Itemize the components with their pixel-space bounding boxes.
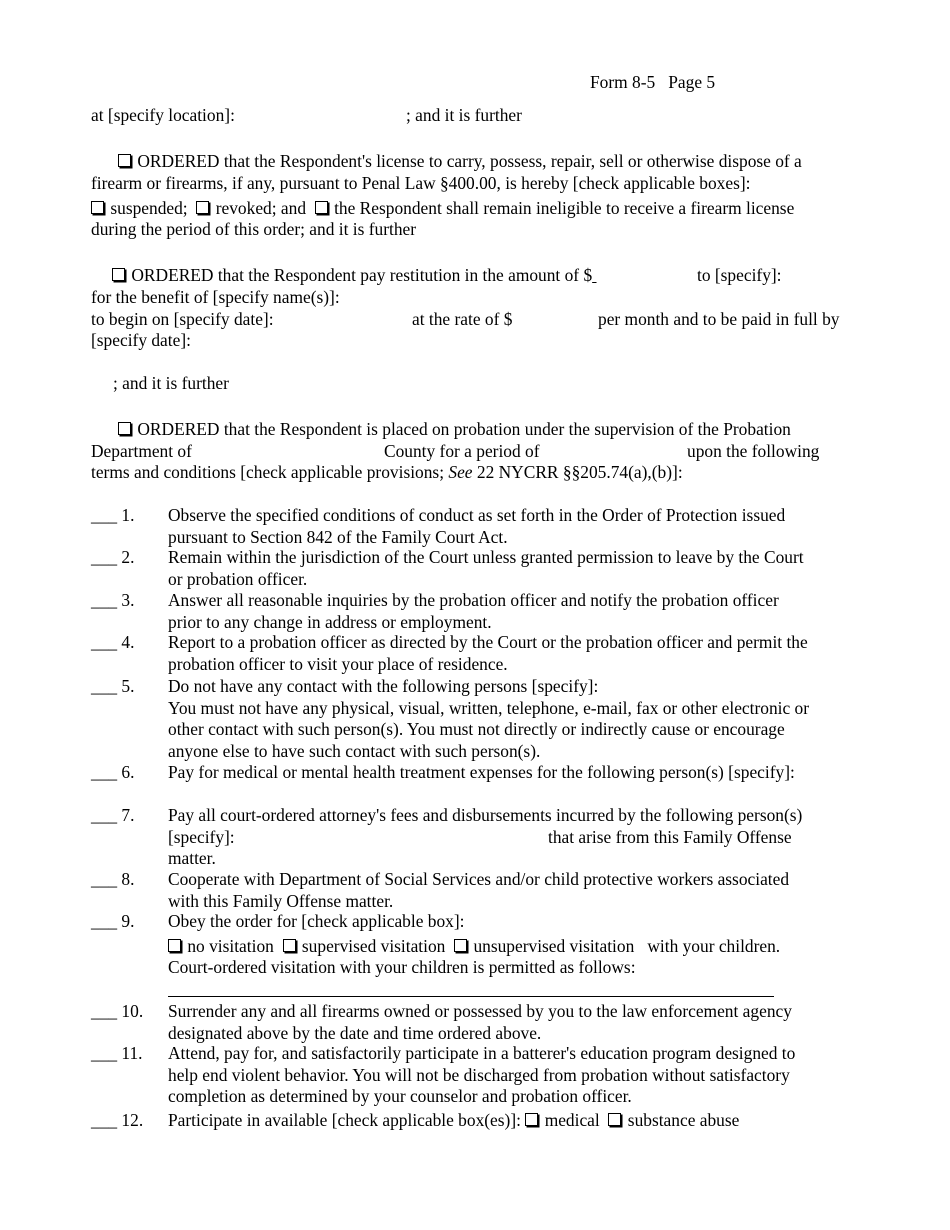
license-line-4: during the period of this order; and it is further: [91, 219, 417, 239]
restitution-begin-date: to begin on [specify date]:: [91, 309, 274, 329]
condition-item-11: ___ 11. Attend, pay for, and satisfactorily participate in a batterer's education program designed to help end violent behavior. You will not be discharged from probation without satisfactory completion as determined by your counselor and probation officer.: [91, 1043, 796, 1106]
condition-item-8: ___ 8. Cooperate with Department of Social Services and/or child protective workers associated with this Family Offense matter.: [91, 869, 790, 911]
restitution-to-specify: to [specify]:: [697, 265, 782, 285]
probation-checkbox[interactable]: [118, 422, 131, 435]
license-options: [91, 198, 794, 220]
condition-number[interactable]: ___ 4.: [91, 632, 135, 652]
restitution-checkbox[interactable]: [112, 268, 125, 281]
location-label: at [specify location]:: [91, 105, 235, 125]
condition-item-1: ___ 1. Observe the specified conditions of conduct as set forth in the Order of Protection issued pursuant to Section 842 of the Family Court Act.: [91, 505, 786, 547]
visitation-options: no visitation supervised visitation unsupervised visitation with your children.: [168, 936, 871, 958]
revoked-checkbox[interactable]: [196, 201, 209, 214]
no-visitation-checkbox[interactable]: [168, 939, 181, 952]
condition-number[interactable]: ___ 9.: [91, 911, 135, 931]
page-header: [590, 72, 715, 94]
restitution-end-date: [specify date]:: [91, 330, 191, 350]
condition-number[interactable]: ___ 1.: [91, 505, 135, 525]
license-line-1: ORDERED that the Respondent's license to carry, possess, repair, sell or otherwise dispose of a: [118, 151, 802, 173]
condition-number[interactable]: ___ 8.: [91, 869, 135, 889]
condition-number[interactable]: ___ 6.: [91, 762, 135, 782]
page-number: Page 5: [668, 72, 716, 92]
condition-item-7: ___ 7. Pay all court-ordered attorney's fees and disbursements incurred by the following person(s) [specify]: that arise from this Family Offense matter.: [91, 805, 803, 868]
supervised-visitation-checkbox[interactable]: [283, 939, 296, 952]
restitution-per-month: per month and to be paid in full by: [598, 309, 840, 329]
condition-item-4: ___ 4. Report to a probation officer as directed by the Court or the probation officer and permit the probation officer to visit your place of residence.: [91, 632, 808, 674]
ineligible-checkbox[interactable]: [315, 201, 328, 214]
unsupervised-visitation-checkbox[interactable]: [454, 939, 467, 952]
condition-number[interactable]: ___ 10.: [91, 1001, 144, 1021]
condition-number[interactable]: ___ 11.: [91, 1043, 143, 1063]
condition-item-5: ___ 5. Do not have any contact with the following persons [specify]: You must not have any physical, visual, written, telephone, e-mail, fax or other electronic or other contact with such person(s). You must not directly or indirectly cause or encourage anyone else to have such contact with such person(s).: [91, 676, 810, 761]
condition-item-12: ___ 12. Participate in available [check applicable box(es)]: medical substance abuse: [91, 1110, 740, 1130]
probation-county-period: County for a period of: [384, 441, 540, 461]
medical-checkbox[interactable]: [525, 1113, 538, 1126]
form-number: Form 8-5: [590, 72, 656, 92]
ineligible-label: the Respondent shall remain ineligible to receive a firearm license: [334, 198, 795, 218]
probation-department: Department of: [91, 441, 192, 461]
condition-number[interactable]: ___ 3.: [91, 590, 135, 610]
restitution-beneficiary: for the benefit of [specify name(s)]:: [91, 287, 340, 307]
license-line-2: firearm or firearms, if any, pursuant to Penal Law §400.00, is hereby [check applicable boxes]:: [91, 173, 751, 193]
location-tail: ; and it is further: [406, 105, 522, 125]
probation-line-1: ORDERED that the Respondent is placed on probation under the supervision of the Probation: [118, 419, 791, 441]
suspended-label: suspended;: [110, 198, 188, 218]
license-ordered-checkbox[interactable]: [118, 154, 131, 167]
condition-item-9: ___ 9. Obey the order for [check applicable box]: no visitation supervised visitation unsupervised visitation with your children. Court-ordered visitation with your children is permitted as follows:: [91, 911, 871, 979]
condition-number[interactable]: ___ 5.: [91, 676, 135, 696]
restitution-line-1: ORDERED that the Respondent pay restitution in the amount of $: [112, 265, 597, 287]
condition-number[interactable]: ___ 2.: [91, 547, 135, 567]
probation-terms: terms and conditions [check applicable provisions; See 22 NYCRR §§205.74(a),(b)]:: [91, 462, 683, 482]
condition-item-10: ___ 10. Surrender any and all firearms owned or possessed by you to the law enforcement agency designated above by the date and time ordered above.: [91, 1001, 792, 1043]
suspended-checkbox[interactable]: [91, 201, 104, 214]
restitution-rate: at the rate of $: [412, 309, 513, 329]
probation-following: upon the following: [687, 441, 820, 461]
visitation-fill-line[interactable]: [168, 996, 774, 997]
condition-number[interactable]: ___ 12.: [91, 1110, 144, 1130]
condition-number[interactable]: ___ 7.: [91, 805, 135, 825]
condition-item-2: ___ 2. Remain within the jurisdiction of the Court unless granted permission to leave by the Court or probation officer.: [91, 547, 804, 589]
condition-item-3: ___ 3. Answer all reasonable inquiries by the probation officer and notify the probation officer prior to any change in address or employment.: [91, 590, 779, 632]
condition-item-6: ___ 6. Pay for medical or mental health treatment expenses for the following person(s) [specify]:: [91, 762, 795, 782]
substance-abuse-checkbox[interactable]: [608, 1113, 621, 1126]
revoked-label: revoked; and: [215, 198, 307, 218]
restitution-tail: ; and it is further: [113, 373, 229, 393]
